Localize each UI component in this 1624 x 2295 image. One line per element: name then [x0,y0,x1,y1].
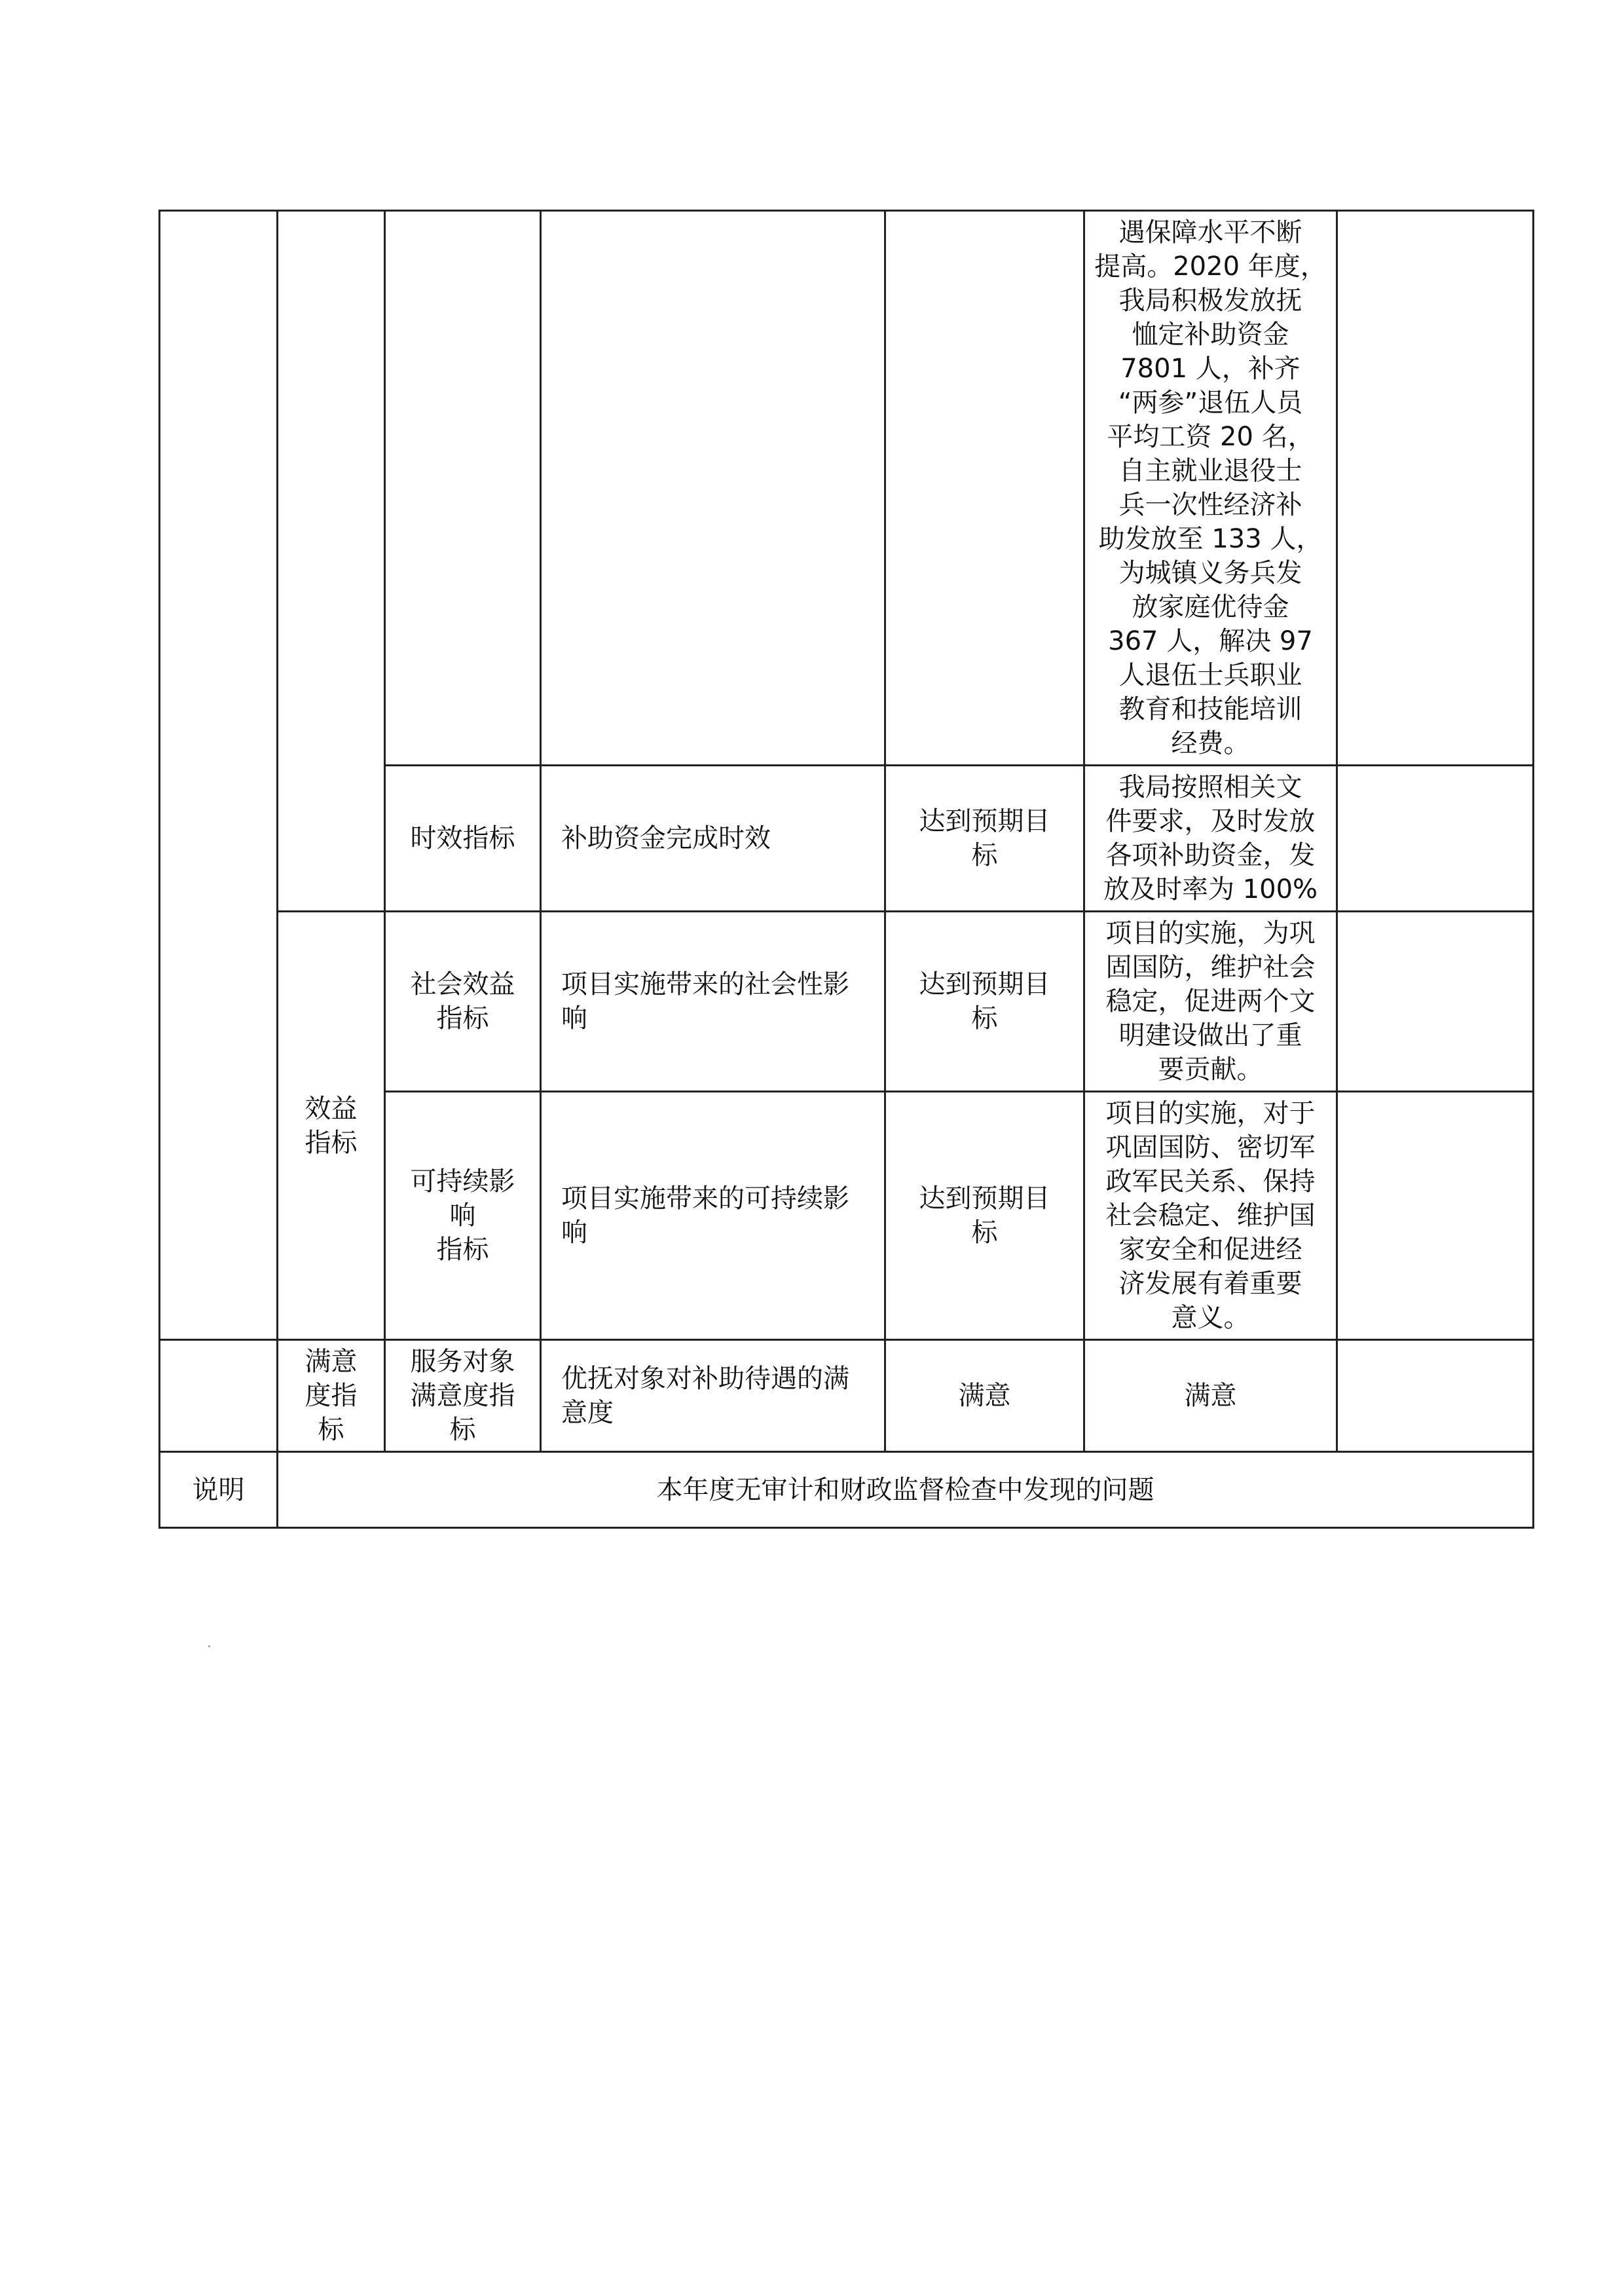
note-label: 说明 [160,1452,278,1528]
target-cell: 满意 [885,1340,1084,1452]
actual-value-cell: 满意 [1084,1340,1337,1452]
remark-cell [1337,1092,1534,1340]
level2-cell [278,211,385,912]
remark-cell [1337,211,1534,766]
target-cell: 达到预期目 标 [885,1092,1084,1340]
actual-value-cell: 项目的实施，对于 巩固国防、密切军 政军民关系、保持 社会稳定、维护国 家安全和促进经 济发展有着重要 意义。 [1084,1092,1337,1340]
indicator-cell: 项目实施带来的可持续影 响 [541,1092,885,1340]
actual-value-cell: 我局按照相关文 件要求，及时发放 各项补助资金，发 放及时率为 100% [1084,766,1337,912]
level3-cell: 服务对象 满意度指 标 [385,1340,541,1452]
level3-cell [385,211,541,766]
level2-cell: 效益 指标 [278,912,385,1340]
level1-cell [160,1340,278,1452]
indicator-cell: 补助资金完成时效 [541,766,885,912]
remark-cell [1337,766,1534,912]
scan-speck [208,1645,210,1647]
actual-value-cell: 遇保障水平不断 提高。2020 年度， 我局积极发放抚 恤定补助资金 7801 人，补齐 “两参”退伍人员 平均工资 20 名， 自主就业退役士 兵一次性经济补 助发放至 133 人， 为城镇义务兵发 放家庭优待金 367 人，解决 97 人退伍士兵职业 教育和技能培训 经费。 [1084,211,1337,766]
level3-cell: 社会效益 指标 [385,912,541,1092]
target-cell [885,211,1084,766]
remark-cell [1337,1340,1534,1452]
target-cell: 达到预期目 标 [885,766,1084,912]
note-text: 本年度无审计和财政监督检查中发现的问题 [278,1452,1534,1528]
level3-cell: 可持续影 响 指标 [385,1092,541,1340]
level1-cell [160,211,278,1340]
indicator-cell: 优抚对象对补助待遇的满 意度 [541,1340,885,1452]
target-cell: 达到预期目 标 [885,912,1084,1092]
level2-cell: 满意 度指 标 [278,1340,385,1452]
remark-cell [1337,912,1534,1092]
actual-value-cell: 项目的实施，为巩 固国防，维护社会 稳定，促进两个文 明建设做出了重 要贡献。 [1084,912,1337,1092]
performance-table [158,210,1534,1529]
indicator-cell [541,211,885,766]
indicator-cell: 项目实施带来的社会性影 响 [541,912,885,1092]
level3-cell: 时效指标 [385,766,541,912]
